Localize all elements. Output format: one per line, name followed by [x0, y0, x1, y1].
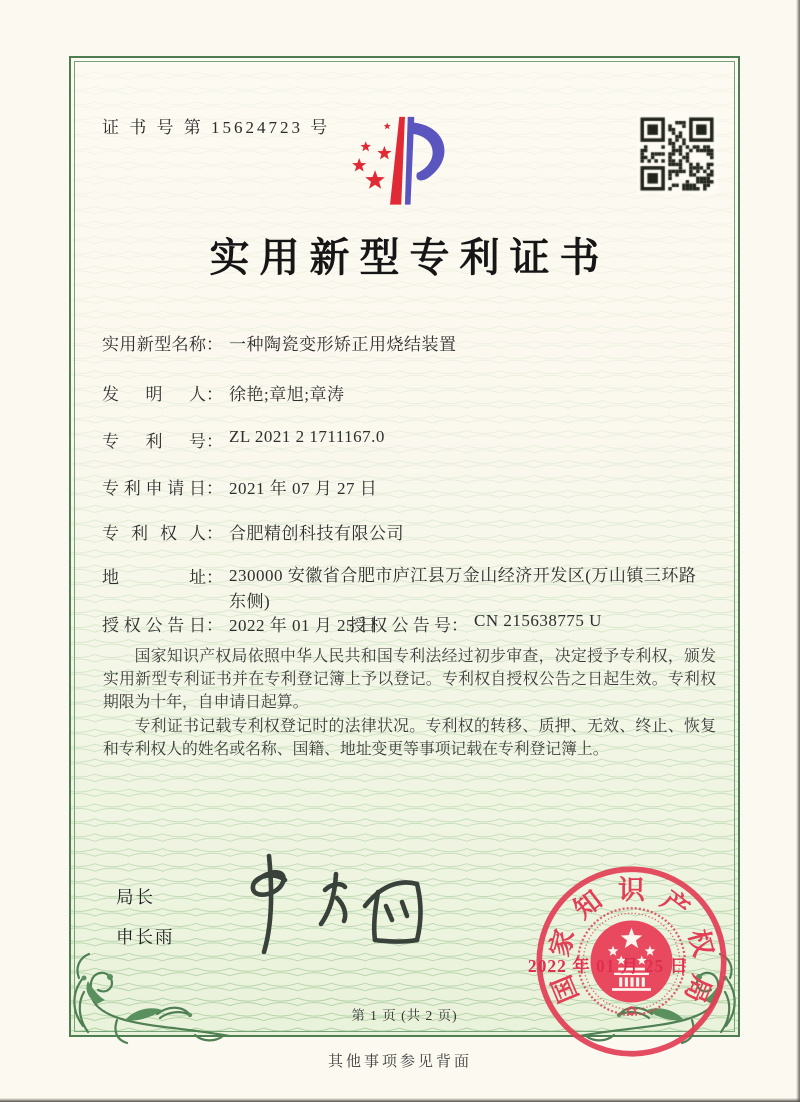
- field-filing-date: [102, 474, 377, 499]
- svg-text:权: 权: [682, 926, 719, 960]
- field-grant-date: [102, 611, 602, 636]
- legal-paragraph-1: 国家知识产权局依照中华人民共和国专利法经过初步审查，决定授予专利权，颁发实用新型专利证书并在专利登记簿上予以登记。专利权自授权公告之日起生效。专利权期限为十年，自申请日起算。: [103, 648, 716, 711]
- field-value: 一种陶瓷变形矫正用烧结装置: [229, 335, 457, 354]
- field-value: 合肥精创科技有限公司: [229, 524, 404, 543]
- field-label: 专利号: [102, 432, 206, 451]
- field-colon: ：: [206, 568, 223, 587]
- field-label: 发明人: [102, 385, 206, 404]
- field-value: CN 215638775 U: [474, 611, 602, 630]
- certificate-title: 实用新型专利证书: [209, 235, 610, 280]
- field-colon: ：: [206, 335, 223, 354]
- page-indicator: 第 1 页 (共 2 页): [351, 1008, 458, 1023]
- legal-paragraph-2: 专利证书记载专利权登记时的法律状况。专利权的转移、质押、无效、终止、恢复和专利权人的姓名或名称、国籍、地址变更等事项记载在专利登记簿上。: [103, 717, 716, 758]
- svg-text:国: 国: [546, 970, 585, 1008]
- logo-blue-bowl: [412, 123, 444, 181]
- legal-text: [103, 646, 716, 762]
- signatory-block: [116, 884, 175, 949]
- field-grant-number: [349, 611, 602, 636]
- back-note: 其他事项参见背面: [327, 1054, 472, 1070]
- field-patentee: [102, 519, 404, 544]
- field-colon: ：: [206, 385, 223, 404]
- logo-stars: [352, 123, 391, 189]
- svg-text:家: 家: [544, 926, 581, 960]
- signatory-name: 申长雨: [116, 927, 175, 947]
- commissioner-signature: [221, 848, 441, 963]
- scan-edge-bottom: [0, 1098, 800, 1102]
- floral-corner-ornament-left: [57, 948, 235, 1048]
- field-utility-model-name: [102, 330, 457, 355]
- field-label: 授权公告号: [349, 616, 451, 635]
- field-value: 徐艳;章旭;章涛: [229, 385, 345, 404]
- field-patent-number: [102, 427, 385, 452]
- field-colon: ：: [206, 524, 223, 543]
- field-colon: ：: [206, 616, 223, 635]
- field-value: 2021 年 07 月 27 日: [229, 479, 378, 498]
- cnipa-logo: [334, 110, 474, 220]
- field-colon: ：: [451, 616, 468, 635]
- field-value: 2022 年 01 月 25 日: [229, 616, 378, 635]
- field-colon: ：: [206, 479, 223, 498]
- svg-text:局: 局: [678, 970, 717, 1008]
- certificate-frame: [69, 56, 740, 1037]
- seal-date: 2022 年 01 月 25 日: [527, 956, 689, 976]
- field-label: 授权公告日: [102, 616, 206, 635]
- field-inventors: [102, 380, 344, 405]
- field-label: 专利权人: [102, 524, 206, 543]
- svg-text:知: 知: [568, 884, 608, 925]
- logo-red-wedge: [390, 117, 405, 205]
- certificate-number: 证 书 号 第 15624723 号: [102, 118, 331, 137]
- field-address: [102, 563, 707, 616]
- qr-code: [637, 114, 717, 194]
- signatory-title: 局长: [116, 887, 155, 907]
- scan-edge-right: [796, 0, 800, 1102]
- field-label: 地址: [102, 568, 206, 587]
- field-label: 实用新型名称: [102, 335, 206, 354]
- field-value: 230000 安徽省合肥市庐江县万金山经济开发区(万山镇三环路东侧): [229, 566, 697, 612]
- field-label: 专利申请日: [102, 479, 206, 498]
- svg-text:识: 识: [618, 874, 645, 905]
- field-value: ZL 2021 2 1711167.0: [229, 427, 385, 446]
- svg-text:产: 产: [655, 884, 695, 925]
- field-colon: ：: [206, 432, 223, 451]
